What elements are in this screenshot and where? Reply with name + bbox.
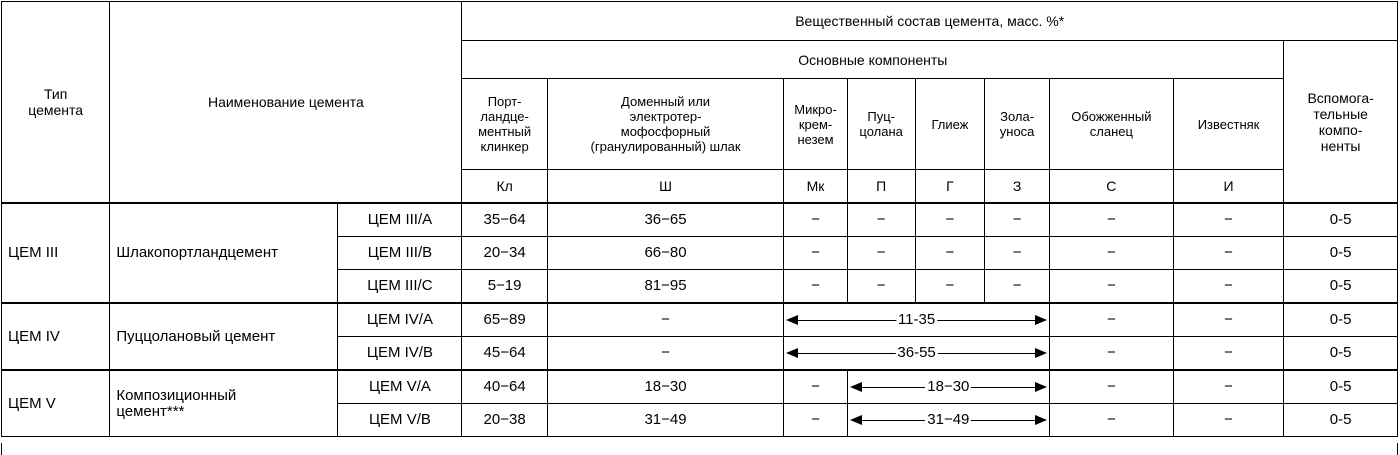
cement-name: Композиционный цемент*** (110, 370, 338, 437)
cell-s: − (1049, 303, 1173, 337)
component-symbol-sh: Ш (547, 170, 783, 204)
component-symbol-i: И (1173, 170, 1283, 204)
cell-sh: − (547, 303, 783, 337)
cell-s: − (1049, 404, 1173, 437)
cell-kl: 20−34 (462, 237, 547, 270)
cell-aux: 0-5 (1284, 237, 1398, 270)
range-value: 31−49 (927, 411, 970, 428)
header-composition: Вещественный состав цемента, масс. %* (462, 2, 1398, 41)
cell-sh: 81−95 (547, 270, 783, 304)
cell-sh: 66−80 (547, 237, 783, 270)
cement-type: ЦЕМ V (2, 370, 110, 437)
cell-i: − (1173, 270, 1283, 304)
arrow-right-icon (1035, 415, 1047, 425)
range-value: 18−30 (927, 378, 970, 395)
arrow-right-icon (1035, 348, 1047, 358)
component-symbol-s: С (1049, 170, 1173, 204)
cell-range-mk-z (784, 303, 1050, 337)
arrow-left-icon (786, 348, 798, 358)
cell-kl: 40−64 (462, 370, 547, 404)
cell-i: − (1173, 237, 1283, 270)
cell-p: − (847, 203, 915, 237)
cell-s: − (1049, 237, 1173, 270)
cell-mk: − (784, 237, 848, 270)
header-name: Наименование цемента (110, 2, 462, 204)
range-value: 36-55 (897, 344, 936, 361)
cell-s: − (1049, 370, 1173, 404)
cement-name: Шлакопортландцемент (110, 203, 338, 303)
cement-code: ЦЕМ III/С (338, 270, 462, 304)
table-row (2, 370, 1398, 404)
component-header-g: Глиеж (915, 79, 985, 170)
component-symbol-kl: Кл (462, 170, 547, 204)
cell-kl: 45−64 (462, 337, 547, 371)
component-header-z: Зола- уноса (985, 79, 1050, 170)
cell-sh: 31−49 (547, 404, 783, 437)
table-continuation (1, 443, 1398, 455)
cell-mk: − (784, 203, 848, 237)
cement-code: ЦЕМ V/А (338, 370, 462, 404)
header-type: Тип цемента (2, 2, 110, 204)
cell-s: − (1049, 203, 1173, 237)
cell-z: − (985, 203, 1050, 237)
cell-kl: 65−89 (462, 303, 547, 337)
cell-mk: − (784, 370, 848, 404)
range-arrow (786, 345, 1047, 361)
cell-p: − (847, 237, 915, 270)
component-header-sh: Доменный или электротер- мофосфорный (гранулированный) шлак (547, 79, 783, 170)
component-header-mk: Микро- крем- незем (784, 79, 848, 170)
range-value: 11-35 (897, 311, 936, 328)
cell-mk: − (784, 270, 848, 304)
range-arrow (850, 379, 1047, 395)
cell-kl: 5−19 (462, 270, 547, 304)
arrow-right-icon (1035, 382, 1047, 392)
header-main-components: Основные компоненты (462, 41, 1284, 79)
cell-aux: 0-5 (1284, 337, 1398, 371)
cell-range-p-z (847, 370, 1049, 404)
cell-sh: 18−30 (547, 370, 783, 404)
cell-aux: 0-5 (1284, 203, 1398, 237)
cement-name: Пуццолановый цемент (110, 303, 338, 370)
cell-i: − (1173, 370, 1283, 404)
cell-s: − (1049, 270, 1173, 304)
arrow-right-icon (1035, 315, 1047, 325)
cement-code: ЦЕМ IV/А (338, 303, 462, 337)
cell-g: − (915, 203, 985, 237)
table-row (2, 303, 1398, 337)
component-symbol-p: П (847, 170, 915, 204)
range-arrow (850, 412, 1047, 428)
cell-i: − (1173, 303, 1283, 337)
cement-type: ЦЕМ IV (2, 303, 110, 370)
cement-code: ЦЕМ III/А (338, 203, 462, 237)
cell-range-p-z (847, 404, 1049, 437)
cell-mk: − (784, 404, 848, 437)
cell-g: − (915, 270, 985, 304)
header-auxiliary: Вспомога- тельные компо- ненты (1284, 41, 1398, 204)
component-header-s: Обожженный сланец (1049, 79, 1173, 170)
cell-i: − (1173, 337, 1283, 371)
arrow-left-icon (850, 382, 862, 392)
cell-s: − (1049, 337, 1173, 371)
cell-range-mk-z (784, 337, 1050, 371)
cement-code: ЦЕМ III/В (338, 237, 462, 270)
cement-type: ЦЕМ III (2, 203, 110, 303)
cell-z: − (985, 270, 1050, 304)
component-header-p: Пуц- цолана (847, 79, 915, 170)
component-header-i: Известняк (1173, 79, 1283, 170)
cell-aux: 0-5 (1284, 303, 1398, 337)
table-row (2, 203, 1398, 237)
cell-z: − (985, 237, 1050, 270)
cell-i: − (1173, 203, 1283, 237)
cell-aux: 0-5 (1284, 270, 1398, 304)
cell-p: − (847, 270, 915, 304)
component-symbol-mk: Мк (784, 170, 848, 204)
cell-sh: − (547, 337, 783, 371)
component-header-kl: Порт- ландце- ментный клинкер (462, 79, 547, 170)
arrow-left-icon (850, 415, 862, 425)
cell-kl: 35−64 (462, 203, 547, 237)
cell-sh: 36−65 (547, 203, 783, 237)
component-symbol-g: Г (915, 170, 985, 204)
header-row-top (2, 2, 1398, 41)
cell-aux: 0-5 (1284, 370, 1398, 404)
cell-i: − (1173, 404, 1283, 437)
range-arrow (786, 312, 1047, 328)
cement-code: ЦЕМ IV/В (338, 337, 462, 371)
cement-code: ЦЕМ V/В (338, 404, 462, 437)
cell-g: − (915, 237, 985, 270)
component-symbol-z: З (985, 170, 1050, 204)
cement-composition-table (1, 1, 1398, 437)
cell-kl: 20−38 (462, 404, 547, 437)
cell-aux: 0-5 (1284, 404, 1398, 437)
arrow-left-icon (786, 315, 798, 325)
